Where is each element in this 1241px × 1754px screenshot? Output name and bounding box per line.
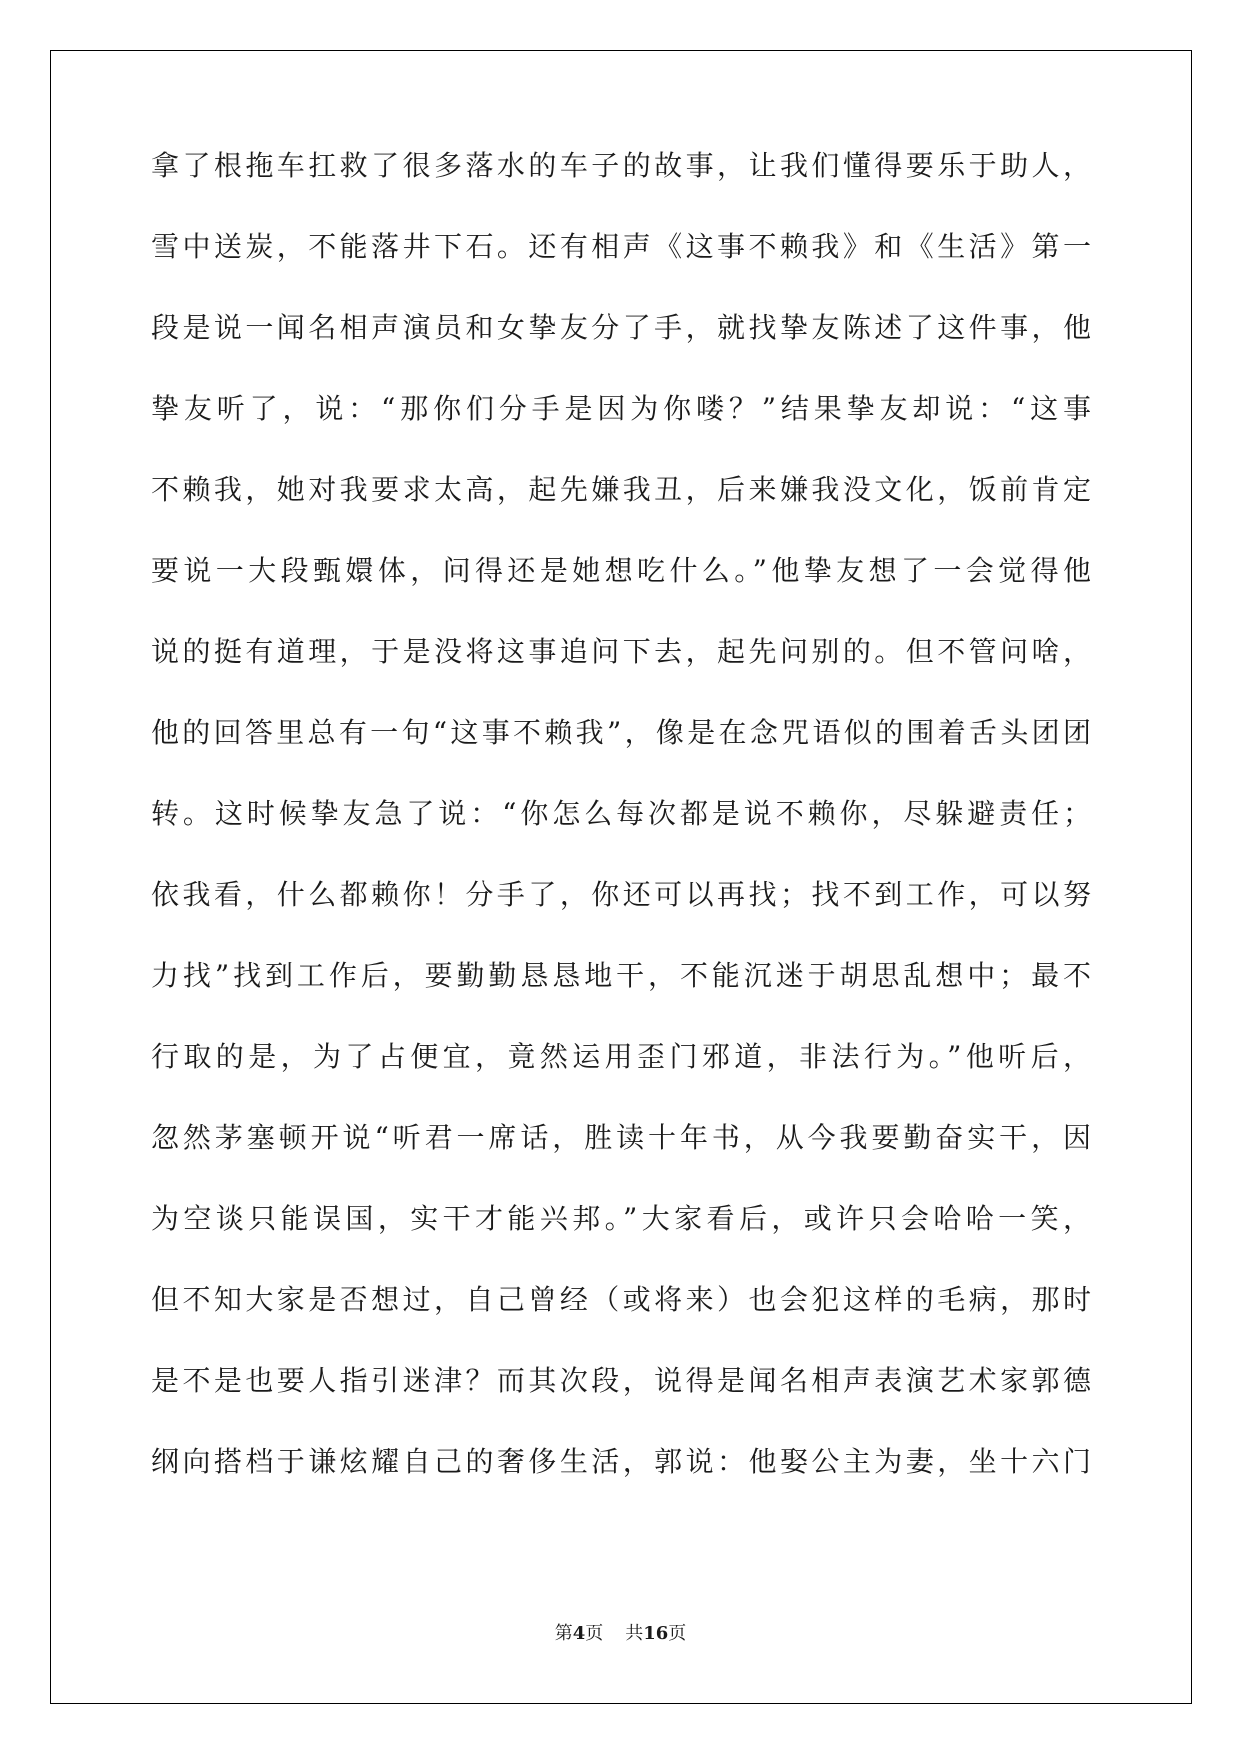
text-line-16: 是不是也要人指引迷津？而其次段，说得是闻名相声表演艺术家郭德 [151, 1364, 1091, 1397]
text-line-13: 忽然茅塞顿开说“听君一席话，胜读十年书，从今我要勤奋实干，因 [151, 1121, 1091, 1154]
total-pages: 16 [643, 1623, 669, 1644]
text-line-4: 挚友听了，说：“那你们分手是因为你喽？”结果挚友却说：“这事 [151, 392, 1091, 425]
page-footer [0, 1619, 1241, 1645]
text-line-5: 不赖我，她对我要求太高，起先嫌我丑，后来嫌我没文化，饭前肯定 [151, 473, 1091, 506]
text-line-9: 转。这时候挚友急了说：“你怎么每次都是说不赖你，尽躲避责任； [151, 797, 1091, 830]
text-line-17: 纲向搭档于谦炫耀自己的奢侈生活，郭说：他娶公主为妻，坐十六门 [151, 1445, 1091, 1478]
page-number: 4 [572, 1623, 586, 1644]
text-line-2: 雪中送炭，不能落井下石。还有相声《这事不赖我》和《生活》第一 [151, 230, 1091, 263]
text-line-7: 说的挺有道理，于是没将这事追问下去，起先问别的。但不管问啥， [151, 635, 1091, 668]
body-text [151, 149, 1091, 1529]
text-line-6: 要说一大段甄嬛体，问得还是她想吃什么。”他挚友想了一会觉得他 [151, 554, 1091, 587]
total-prefix: 共 [625, 1623, 644, 1644]
page-prefix: 第 [554, 1623, 573, 1644]
total-suffix: 页 [668, 1623, 687, 1644]
text-line-10: 依我看，什么都赖你！分手了，你还可以再找；找不到工作，可以努 [151, 878, 1091, 911]
text-line-8: 他的回答里总有一句“这事不赖我”，像是在念咒语似的围着舌头团团 [151, 716, 1091, 749]
text-line-15: 但不知大家是否想过，自己曾经（或将来）也会犯这样的毛病，那时 [151, 1283, 1091, 1316]
text-line-11: 力找”找到工作后，要勤勤恳恳地干，不能沉迷于胡思乱想中；最不 [151, 959, 1091, 992]
text-line-14: 为空谈只能误国，实干才能兴邦。”大家看后，或许只会哈哈一笑， [151, 1202, 1091, 1235]
page-suffix: 页 [585, 1623, 604, 1644]
text-line-1: 拿了根拖车扛救了很多落水的车子的故事，让我们懂得要乐于助人， [151, 149, 1091, 182]
text-line-3: 段是说一闻名相声演员和女挚友分了手，就找挚友陈述了这件事，他 [151, 311, 1091, 344]
text-line-12: 行取的是，为了占便宜，竟然运用歪门邪道，非法行为。”他听后， [151, 1040, 1091, 1073]
